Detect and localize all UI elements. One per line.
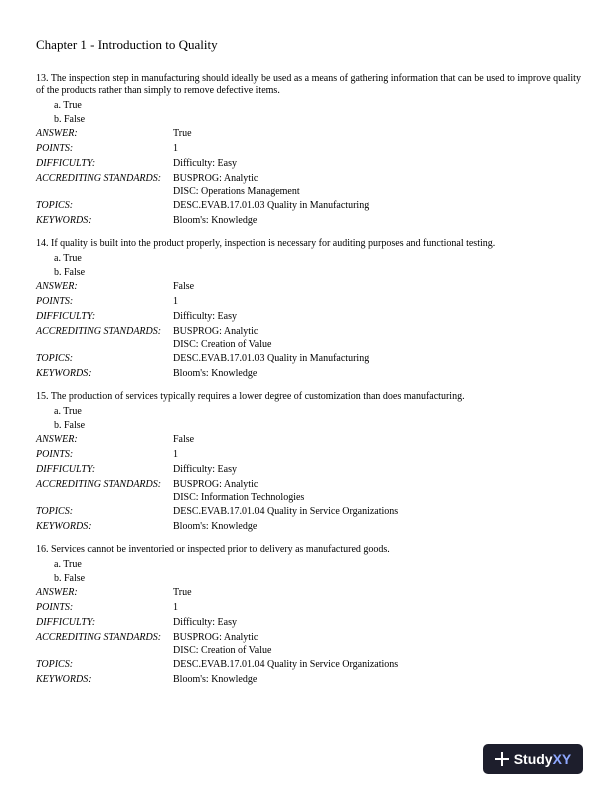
standard-disc: DISC: Information Technologies	[173, 492, 305, 503]
keywords-value: Bloom's: Knowledge	[173, 521, 258, 532]
topics-row	[36, 657, 584, 672]
page-title: Chapter 1 - Introduction to Quality	[36, 37, 218, 52]
answer-options	[36, 99, 584, 126]
question-13	[36, 73, 584, 228]
option-false: b. False	[54, 266, 86, 278]
standard-busprog: BUSPROG: Analytic	[173, 479, 259, 490]
option-true: a. True	[54, 253, 82, 264]
difficulty-label: DIFFICULTY:	[36, 464, 96, 475]
answer-options	[36, 405, 584, 432]
standard-busprog: BUSPROG: Analytic	[173, 632, 259, 643]
standards-value	[173, 324, 584, 351]
question-stem: 14. If quality is built into the product properly, inspection is necessary for auditing purposes and functional testing.	[36, 238, 496, 249]
difficulty-row	[36, 462, 584, 477]
standard-busprog: BUSPROG: Analytic	[173, 326, 259, 337]
answer-value: False	[173, 281, 195, 292]
keywords-row	[36, 519, 584, 534]
topics-row	[36, 504, 584, 519]
studyxy-logo	[483, 744, 583, 774]
answer-label: ANSWER:	[36, 434, 78, 445]
answer-row	[36, 126, 584, 141]
points-value: 1	[173, 296, 178, 307]
answer-options	[36, 558, 584, 585]
option-true: a. True	[54, 559, 82, 570]
logo-text-accent: XY	[552, 751, 572, 767]
standard-disc: DISC: Creation of Value	[173, 339, 272, 350]
keywords-label: KEYWORDS:	[36, 215, 92, 226]
standards-row	[36, 171, 584, 198]
points-label: POINTS:	[36, 602, 74, 613]
option-false: b. False	[54, 113, 86, 125]
answer-value: True	[173, 587, 192, 598]
standard-disc: DISC: Operations Management	[173, 186, 300, 197]
answer-options	[36, 252, 584, 279]
question-stem: 15. The production of services typically requires a lower degree of customization than does manufacturing.	[36, 391, 465, 402]
difficulty-value: Difficulty: Easy	[173, 464, 237, 475]
standards-row	[36, 630, 584, 657]
option-false: b. False	[54, 419, 86, 431]
standards-label: ACCREDITING STANDARDS:	[36, 479, 162, 490]
logo-text	[514, 751, 572, 767]
difficulty-value: Difficulty: Easy	[173, 311, 237, 322]
standards-label: ACCREDITING STANDARDS:	[36, 632, 162, 643]
standard-busprog: BUSPROG: Analytic	[173, 173, 259, 184]
question-stem: 16. Services cannot be inventoried or inspected prior to delivery as manufactured goods.	[36, 544, 390, 555]
points-label: POINTS:	[36, 143, 74, 154]
topics-label: TOPICS:	[36, 506, 74, 517]
topics-label: TOPICS:	[36, 353, 74, 364]
topics-label: TOPICS:	[36, 200, 74, 211]
answer-value: False	[173, 434, 195, 445]
standards-value	[173, 171, 584, 198]
answer-label: ANSWER:	[36, 128, 78, 139]
standard-disc: DISC: Creation of Value	[173, 645, 272, 656]
standards-label: ACCREDITING STANDARDS:	[36, 173, 162, 184]
points-row	[36, 447, 584, 462]
question-14	[36, 238, 584, 381]
points-label: POINTS:	[36, 449, 74, 460]
keywords-value: Bloom's: Knowledge	[173, 674, 258, 685]
question-16	[36, 544, 584, 687]
keywords-label: KEYWORDS:	[36, 674, 92, 685]
answer-row	[36, 585, 584, 600]
option-true: a. True	[54, 100, 82, 111]
points-label: POINTS:	[36, 296, 74, 307]
standards-label: ACCREDITING STANDARDS:	[36, 326, 162, 337]
answer-label: ANSWER:	[36, 587, 78, 598]
topics-row	[36, 351, 584, 366]
answer-value: True	[173, 128, 192, 139]
difficulty-value: Difficulty: Easy	[173, 617, 237, 628]
keywords-label: KEYWORDS:	[36, 521, 92, 532]
difficulty-label: DIFFICULTY:	[36, 311, 96, 322]
keywords-row	[36, 672, 584, 687]
option-true: a. True	[54, 406, 82, 417]
topics-value: DESC.EVAB.17.01.03 Quality in Manufacturing	[173, 200, 370, 211]
standards-value	[173, 630, 584, 657]
plus-icon	[495, 752, 509, 766]
answer-label: ANSWER:	[36, 281, 78, 292]
answer-row	[36, 279, 584, 294]
option-false: b. False	[54, 572, 86, 584]
topics-value: DESC.EVAB.17.01.03 Quality in Manufacturing	[173, 353, 370, 364]
topics-value: DESC.EVAB.17.01.04 Quality in Service Organizations	[173, 506, 399, 517]
keywords-value: Bloom's: Knowledge	[173, 368, 258, 379]
keywords-row	[36, 366, 584, 381]
question-stem: 13. The inspection step in manufacturing should ideally be used as a means of gathering information that can be used to improve quality of the products rather than simply to remove defective items.	[36, 73, 581, 96]
difficulty-label: DIFFICULTY:	[36, 617, 96, 628]
difficulty-label: DIFFICULTY:	[36, 158, 96, 169]
topics-row	[36, 198, 584, 213]
keywords-row	[36, 213, 584, 228]
points-row	[36, 141, 584, 156]
difficulty-row	[36, 156, 584, 171]
topics-value: DESC.EVAB.17.01.04 Quality in Service Organizations	[173, 659, 399, 670]
keywords-label: KEYWORDS:	[36, 368, 92, 379]
keywords-value: Bloom's: Knowledge	[173, 215, 258, 226]
question-15	[36, 391, 584, 534]
difficulty-row	[36, 615, 584, 630]
answer-row	[36, 432, 584, 447]
topics-label: TOPICS:	[36, 659, 74, 670]
points-value: 1	[173, 602, 178, 613]
standards-row	[36, 477, 584, 504]
logo-text-main: Study	[513, 751, 553, 767]
difficulty-row	[36, 309, 584, 324]
points-value: 1	[173, 143, 178, 154]
points-row	[36, 294, 584, 309]
points-value: 1	[173, 449, 178, 460]
standards-value	[173, 477, 584, 504]
points-row	[36, 600, 584, 615]
standards-row	[36, 324, 584, 351]
question-list	[36, 73, 584, 697]
difficulty-value: Difficulty: Easy	[173, 158, 237, 169]
